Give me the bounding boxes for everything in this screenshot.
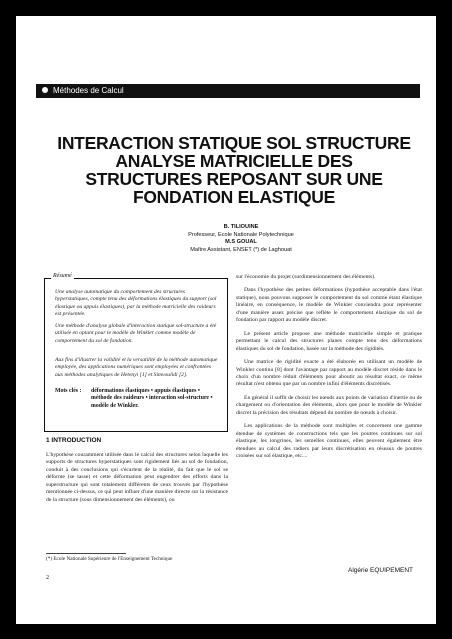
title-line-3: STRUCTURES REPOSANT SUR UNE: [85, 169, 383, 189]
right-column: [236, 274, 422, 467]
title-line-2: ANALYSE MATRICIELLE DES: [115, 151, 353, 171]
article-title: [46, 134, 422, 206]
author-1-name: B. TILIOUINE: [223, 224, 259, 230]
title-line-1: INTERACTION STATIQUE SOL STRUCTURE: [57, 133, 411, 153]
introduction-heading: 1 INTRODUCTION: [46, 437, 102, 444]
author-1-role: Professeur, Ecole Nationale Polytechnique: [188, 231, 294, 238]
abstract-paragraph-2: Une méthode d'analyse globale d'interaction statique sol-structure a été utilisée en optant pour le modèle de Winkler comme modèle de comportement du sol de fondation.: [55, 323, 217, 344]
title-line-4: FONDATION ELASTIQUE: [132, 187, 336, 207]
abstract-paragraph-1: Une analyse automatique du comportement des structures hyperstatiques, compte tenu des déformations élastiques du support (sol élastique ou appuis élastiques), par la méthode matricielle des raideurs est présentée.: [55, 289, 217, 318]
abstract-label: Résumé: [53, 273, 72, 279]
right-paragraph-3: Le présent article propose une méthode matricielle simple et pratique permettant le calcul des structures planes compte tenu des déformations élastiques du sol de fondation, basée sur la méthode des rigidités.: [236, 330, 422, 352]
section-header-bar: [36, 84, 420, 98]
journal-name: Algérie EQUIPEMENT: [348, 567, 414, 574]
right-paragraph-4: Une matrice de rigidité exacte a été élaborée en utilisant un modèle de Winkler continu [8] dont l'avantage par rapport au modèle discret réside dans le choix d'un nombre réduit d'éléments pour aboutir au résultat exact, ce même résultat n'est obtenu que par un nombre infini d'éléments discrétisés.: [236, 359, 422, 388]
author-2-name: M.S GOUAL: [225, 239, 257, 246]
page-number: 2: [46, 575, 49, 581]
abstract-paragraph-3: Aux fins d'illustrer la validité et la versatilité de la méthode automatique employée, des applications numériques sont employées et confrontées aux méthodes analytiques de Hetenyi [1] et Simvoulidi [2].: [55, 357, 218, 378]
section-title: Méthodes de Calcul: [53, 86, 124, 95]
author-2-role: Maître Assistant, ENSET (*) de Laghouat: [190, 246, 292, 253]
authors-block: [166, 224, 316, 254]
right-paragraph-2: Dans l'hypothèse des petites déformations (hypothèse acceptable dans l'état statique), nous pouvons supposer le comportement du sol comme étant élastique linéaire, en conséquence, le modèle de Winkler conviendra pour représenter d'une manière assez précise que reflète le comportement élastique du sol de fondation par rapport au modèle discret.: [236, 287, 422, 324]
document-page: [16, 16, 436, 624]
footnote: (*) Ecole Nationale Supérieure de l'Enseignement Technique: [46, 556, 173, 562]
bullet-icon: [42, 87, 48, 93]
footnote-divider: [46, 553, 126, 554]
keywords-text: déformations élastiques • appuis élastiques • méthode des raideurs • interaction sol-structure • modèle de Winkler.: [91, 388, 213, 409]
right-paragraph-1: sur l'économie du projet (surdimensionnement des éléments).: [236, 274, 376, 280]
right-paragraph-6: Les applications de la méthode sont multiples et concernent une gamme étendue de systèmes de constructions tels que les poutres continues sur sol élastique, les longrines, les semelles continues, elles peuvent également être étendues au calcul des radiers par leurs discrétisation en réseaux de poutres croisées sur sol élastique, etc....: [236, 423, 422, 460]
introduction-text: L'hypothèse couramment utilisée dans le calcul des structures selon laquelle les supports de structures hyperstatiques sont rigidement liés au sol de fondation, conduit à des conclusions qui s'écartent de la réalité, du fait que le sol se déforme (se tasse) et cette déformation peut engendrer des efforts dans la superstructure qui sont totalement différents de ceux trouvés par l'hypothèse mentionnée ci-dessus, ce qui peut influer d'une manière directe sur la résistance de la structure (sous dimensionnement des éléments), ou: [46, 452, 228, 503]
keywords-label: Mots clés :: [55, 388, 82, 394]
right-paragraph-5: En général il suffit de choisir les nœuds aux points de variation d'inertie ou de chargement ou d'orientation des éléments, alors que pour le modèle de Winkler discret la précision des résultats dépend du nombre de nœuds à choisir.: [236, 394, 422, 416]
abstract-box: [44, 273, 228, 432]
